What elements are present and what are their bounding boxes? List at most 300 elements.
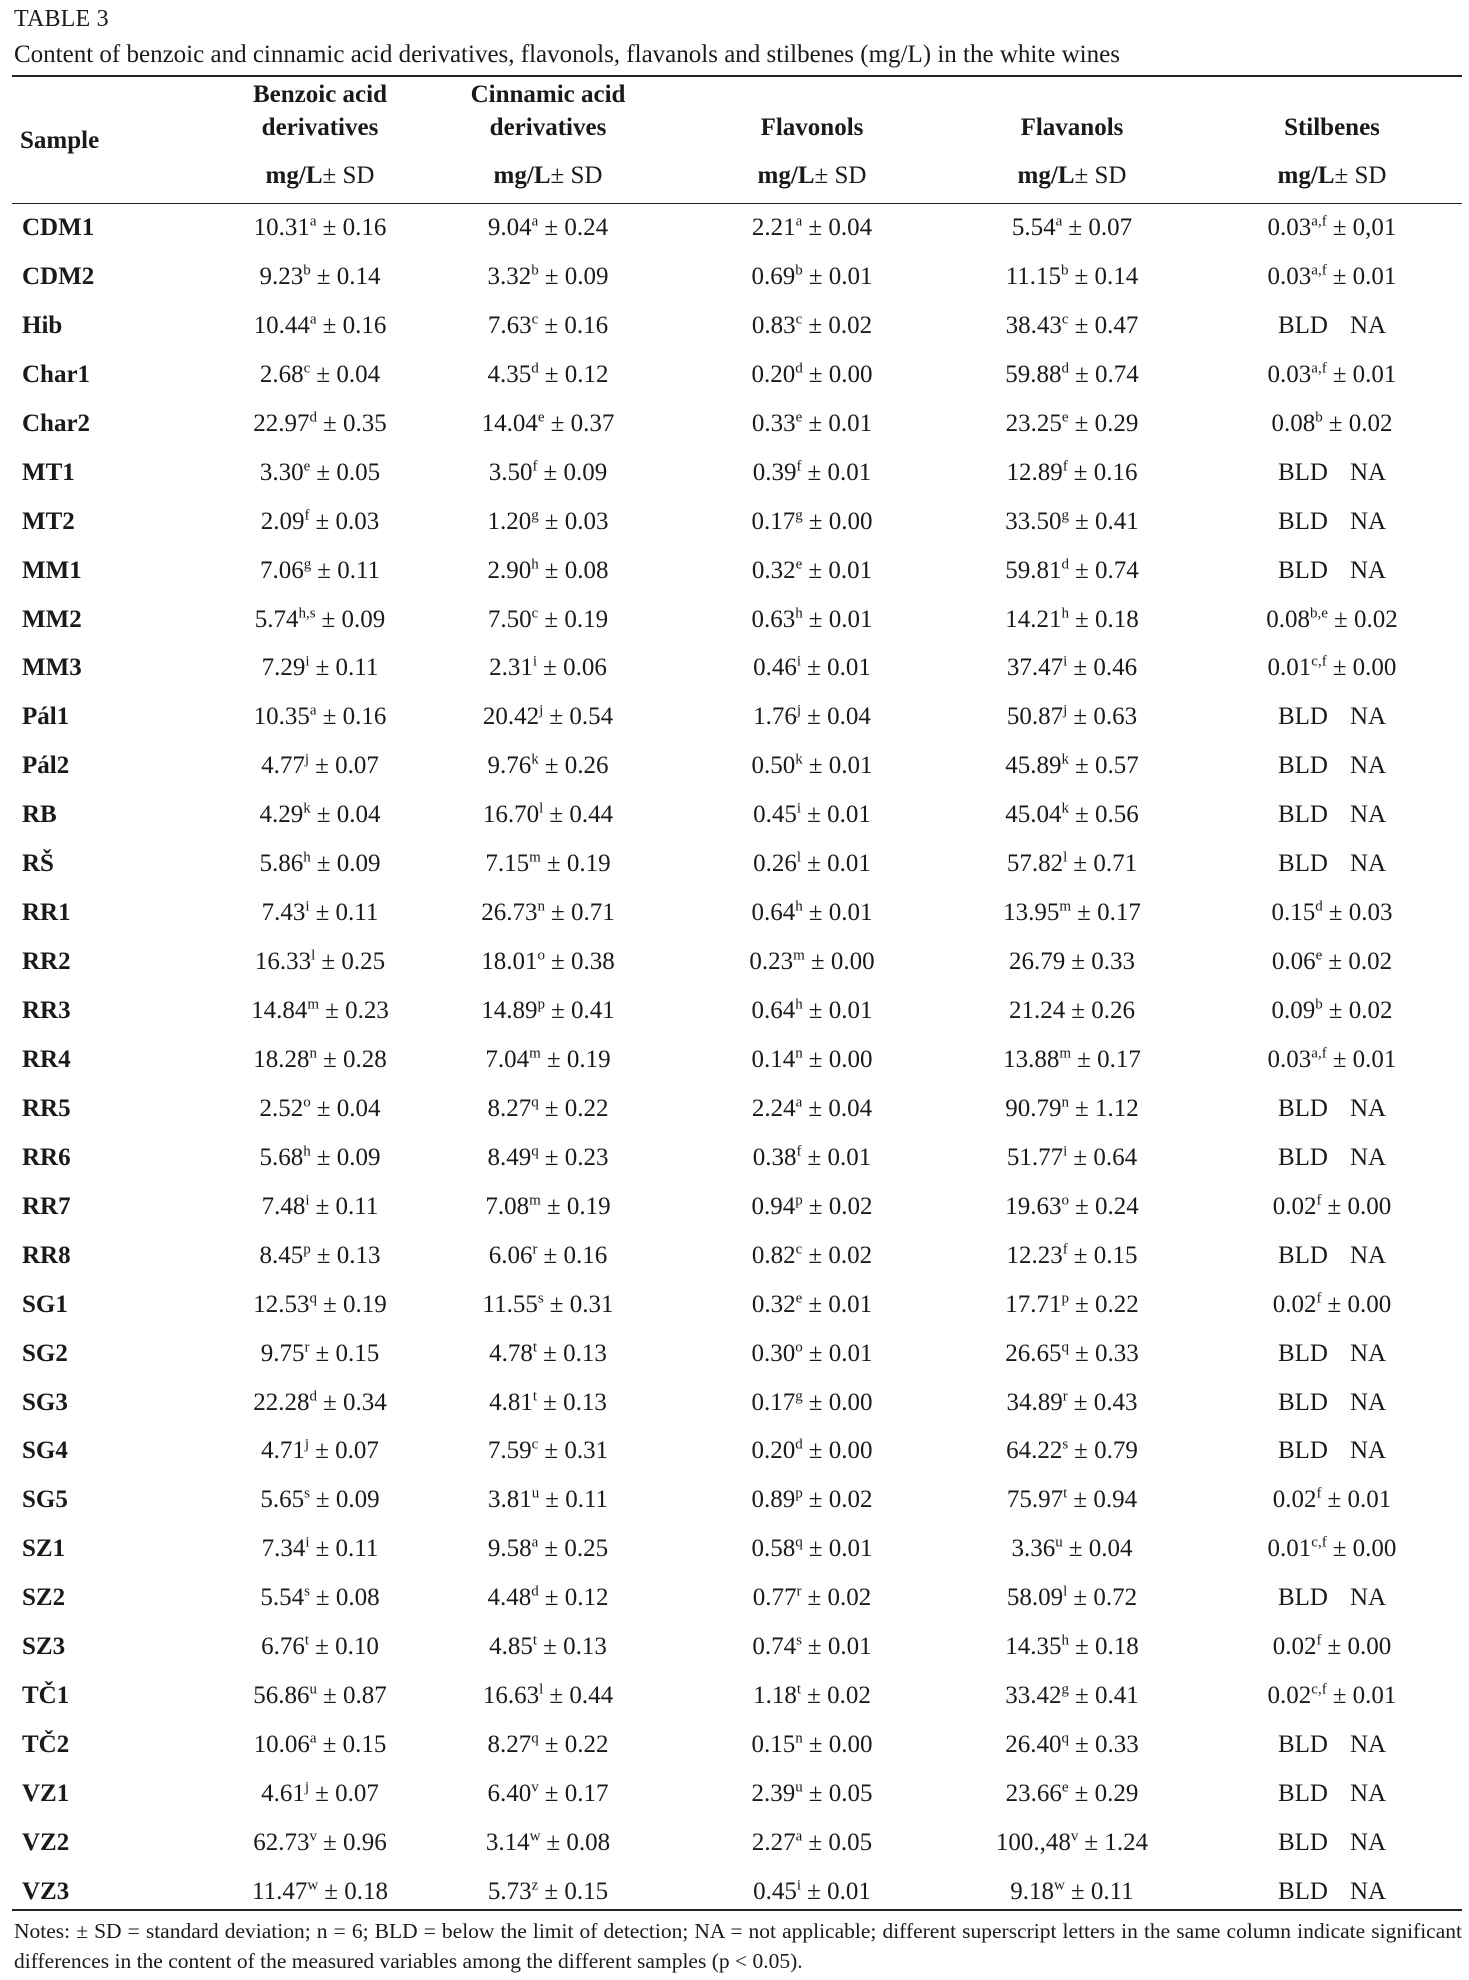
cell-cinnamic [398,798,698,831]
cell-superscript: b [1315,996,1323,1013]
cell-superscript: t [304,1632,310,1649]
cell-sd: ± 0.01 [808,1535,873,1563]
cell-cinnamic [398,1875,698,1908]
cell-sd: ± 0.31 [549,1290,614,1318]
cell-value: 0.77 [752,1584,797,1612]
cell-flavonols [662,847,962,880]
cell-superscript: f [532,458,538,475]
cell-sd: ± 0.41 [1075,507,1139,535]
cell-cinnamic [398,1141,698,1174]
table-row [0,260,1469,309]
cell-value: 17.71 [1005,1290,1062,1318]
cell-sd: ± 0.09 [321,605,386,633]
cell-sd: ± 0.54 [549,703,614,731]
cell-superscript: c [795,1241,803,1258]
cell-value: 0.17 [751,507,796,535]
cell-flavanols [922,309,1222,342]
cell-superscript: h,s [298,605,316,622]
cell-flavanols [922,847,1222,880]
cell-flavonols [662,1092,962,1125]
cell-value: 0.46 [753,654,797,682]
cell-value: 2.21 [751,214,796,241]
cell-superscript: q [531,1094,539,1111]
cell-flavonols [662,749,962,782]
cell-sd: ± 0.08 [546,1828,611,1856]
cell-sd: ± 0.01 [808,262,873,290]
cell-superscript: v [1070,1828,1079,1845]
cell-sd: ± 0.26 [544,752,609,780]
cell-superscript: h [795,605,803,622]
table-row [0,456,1469,505]
cell-superscript: a,f [1311,213,1327,230]
cell-superscript: e [795,1290,803,1307]
cell-superscript: d [795,360,803,377]
cell-value: BLD [1277,703,1328,731]
cell-value: 50.87 [1006,703,1064,731]
cell-sd: ± 0.09 [316,1143,381,1171]
cell-sd: ± 0.10 [315,1633,379,1661]
cell-stilbenes [1182,407,1469,440]
cell-flavanols [922,505,1222,538]
cell-cinnamic [398,603,698,636]
cell-value: 0.38 [752,1143,797,1171]
cell-value: 14.84 [251,997,308,1024]
cell-value: 0.83 [751,311,796,339]
cell-value: 0.03 [1267,360,1312,388]
cell-sd: NA [1349,1877,1387,1905]
cell-superscript: f [1062,1241,1068,1258]
cell-sd: ± 0.19 [546,850,611,878]
table-row [0,1386,1469,1435]
cell-superscript: u [795,1779,803,1796]
cell-sd: ± 0.19 [546,1045,611,1073]
cell-value: 9.18 [1010,1877,1055,1905]
cell-sd: ± 0.01 [808,1290,873,1318]
cell-sd: NA [1349,1437,1387,1465]
cell-flavonols [662,309,962,342]
cell-value: 33.42 [1005,1682,1062,1710]
cell-sd: ± 0.13 [543,1633,607,1661]
cell-sd: ± 0.33 [1075,1339,1139,1367]
cell-superscript: t [532,1388,538,1405]
cell-value: 33.50 [1005,507,1062,535]
cell-value: 0.01 [1267,1535,1312,1563]
cell-flavonols [662,211,962,244]
unit-sd: ± SD [1334,162,1387,189]
table-row [0,847,1469,896]
cell-cinnamic [398,260,698,293]
cell-value: 22.97 [253,409,310,437]
cell-sd: ± 0.02 [808,1192,873,1220]
cell-sd: NA [1349,752,1387,780]
cell-value: 38.43 [1005,311,1062,339]
cell-flavanols [922,1630,1222,1663]
cell-sd: ± 0.04 [808,1094,873,1122]
cell-value: 6.76 [261,1633,305,1661]
cell-flavonols [662,1141,962,1174]
cell-superscript: h [1061,1632,1069,1649]
cell-value: BLD [1277,1877,1328,1905]
cell-value: 0.39 [752,458,797,486]
cell-sd: ± 0.16 [322,311,387,339]
cell-sd: ± 0.35 [323,409,387,437]
cell-superscript: b [1315,409,1323,426]
cell-stilbenes [1182,211,1469,244]
cell-value: 0.14 [751,1045,796,1073]
cell-value: 21.24 [1009,997,1066,1024]
cell-flavonols [662,1728,962,1761]
cell-cinnamic [398,358,698,391]
header-stilbenes: Stilbenes [1284,114,1380,141]
cell-sd: ± 0.24 [544,214,609,241]
cell-sd: ± 0.71 [551,899,615,927]
cell-value: 2.24 [751,1094,796,1122]
cell-value: 3.32 [487,262,532,290]
cell-sd: ± 0.13 [316,1241,381,1269]
table-header-rule [12,203,1462,204]
cell-sample: TČ2 [22,1731,70,1759]
cell-cinnamic [398,309,698,342]
cell-superscript: n [795,1045,803,1062]
cell-value: 0.03 [1267,214,1312,241]
cell-sd: ± 0.01 [807,654,871,682]
cell-value: 13.95 [1003,899,1060,927]
cell-cinnamic [398,1288,698,1321]
cell-flavanols [922,1337,1222,1370]
cell-flavonols [662,456,962,489]
cell-cinnamic [398,1239,698,1272]
cell-value: 3.14 [485,1828,530,1856]
cell-value: 7.29 [261,654,306,682]
cell-flavanols [922,1875,1222,1908]
header-cinnamic-line1: Cinnamic acid [470,81,626,108]
cell-sample: RR8 [22,1241,71,1269]
cell-superscript: n [309,1045,317,1062]
cell-sd: ± 0.00 [808,360,873,388]
cell-value: 0.74 [752,1633,797,1661]
cell-superscript: p [795,1486,803,1503]
cell-superscript: z [531,1877,539,1894]
cell-flavanols [922,1043,1222,1076]
cell-sample: MT1 [22,458,75,486]
cell-superscript: w [1054,1877,1065,1894]
cell-superscript: m [529,1045,541,1062]
cell-value: 13.88 [1003,1045,1060,1073]
cell-superscript: d [309,1388,317,1405]
cell-value: 4.85 [489,1633,533,1661]
cell-superscript: i [305,654,310,671]
cell-flavonols [662,994,962,1027]
cell-value: 7.34 [261,1535,306,1563]
cell-superscript: n [537,898,545,915]
cell-sd: ± 0.18 [1075,1633,1139,1661]
cell-value: 0.02 [1272,1486,1317,1514]
cell-superscript: h [1061,605,1069,622]
cell-sd: ± 0.16 [544,311,609,339]
cell-sample: RR2 [22,948,71,976]
cell-flavonols [662,1386,962,1419]
cell-value: BLD [1277,1094,1328,1122]
table-row [0,1630,1469,1679]
cell-sd: ± 0.01 [807,458,872,486]
cell-superscript: l [539,800,544,817]
cell-flavanols [922,1288,1222,1321]
cell-superscript: r [532,1241,538,1258]
cell-value: 2.90 [487,556,532,584]
cell-sd: ± 0.00 [1327,1633,1392,1661]
cell-sd: ± 0.11 [315,899,379,927]
unit-label: mg/L [493,162,551,189]
cell-superscript: p [1061,1290,1069,1307]
cell-value: 0.26 [753,850,797,878]
cell-sd: ± 0.15 [322,1731,387,1759]
cell-sd: NA [1349,1780,1387,1807]
cell-sample: MT2 [22,507,75,535]
cell-sd: ± 0.15 [1073,1241,1138,1269]
cell-sd: ± 0.00 [1332,654,1397,682]
cell-superscript: o [795,1339,803,1356]
cell-value: 51.77 [1006,1143,1064,1171]
cell-value: 26.65 [1005,1339,1062,1367]
table-row [0,1190,1469,1239]
cell-stilbenes [1182,554,1469,587]
cell-value: 10.44 [253,311,310,339]
cell-sample: VZ3 [22,1877,70,1905]
cell-sd: ± 0.00 [1327,1290,1392,1318]
cell-flavonols [662,1777,962,1810]
cell-value: 8.27 [487,1731,532,1759]
cell-sample: SZ3 [22,1633,66,1661]
cell-cinnamic [398,700,698,733]
cell-value: 0.32 [751,556,796,584]
cell-sd: ± 0.09 [315,1486,380,1514]
cell-superscript: n [795,1730,803,1747]
cell-sd: ± 0.07 [315,752,379,780]
cell-value: 20.42 [482,703,540,731]
cell-value: 0.02 [1272,1633,1317,1661]
cell-value: 59.88 [1005,360,1062,388]
cell-value: 16.63 [482,1682,540,1710]
cell-superscript: a,f [1311,262,1327,279]
cell-superscript: t [532,1632,538,1649]
cell-sd: ± 0.02 [1328,997,1393,1024]
cell-value: 14.04 [481,409,538,437]
cell-value: 1.76 [753,703,797,731]
cell-value: 0.03 [1267,262,1312,290]
cell-value: 64.22 [1006,1437,1063,1465]
cell-flavonols [662,1434,962,1467]
cell-sd: ± 0.12 [544,360,609,388]
cell-sd: ± 0.41 [551,997,615,1024]
cell-flavonols [662,554,962,587]
cell-value: BLD [1277,752,1328,780]
cell-flavanols [922,1483,1222,1516]
table-top-rule [12,75,1462,77]
cell-superscript: m [1059,1045,1072,1062]
cell-sd: ± 0.17 [1077,899,1141,927]
cell-sd: ± 0.01 [1332,1682,1397,1710]
cell-cinnamic [398,1581,698,1614]
cell-value: BLD [1277,1143,1328,1171]
cell-superscript: i [305,898,310,915]
cell-sd: ± 0.23 [544,1143,609,1171]
cell-superscript: e [795,556,803,573]
cell-value: 9.04 [487,214,532,241]
cell-flavanols [922,1190,1222,1223]
cell-value: BLD [1277,1584,1328,1612]
cell-superscript: l [311,947,316,964]
cell-sd: ± 0.44 [549,801,614,829]
cell-value: 10.06 [253,1731,310,1759]
cell-superscript: i [532,654,538,671]
unit-label: mg/L [265,162,323,189]
cell-value: 3.50 [488,458,533,486]
cell-stilbenes [1182,749,1469,782]
cell-superscript: a [309,1730,317,1747]
cell-cinnamic [398,554,698,587]
cell-value: BLD [1277,1780,1328,1807]
table-row [0,1483,1469,1532]
cell-value: 1.18 [753,1682,797,1710]
cell-superscript: a [309,703,317,720]
cell-sd: ± 0.04 [808,214,873,241]
cell-stilbenes [1182,1141,1469,1174]
cell-value: 58.09 [1006,1584,1064,1612]
cell-superscript: a [531,1534,539,1551]
cell-sd: ± 0.05 [316,458,381,486]
cell-value: 5.86 [259,850,304,878]
cell-cinnamic [398,1043,698,1076]
cell-superscript: h [531,556,539,573]
table-row [0,1239,1469,1288]
cell-value: 23.25 [1005,409,1062,437]
cell-sd: ± 0.41 [1075,1682,1139,1710]
cell-sd: ± 0.79 [1074,1437,1138,1465]
cell-superscript: g [795,507,803,524]
table-row [0,1043,1469,1092]
cell-sd: ± 0.38 [551,948,615,976]
cell-value: 7.43 [261,899,306,927]
cell-value: BLD [1277,1241,1328,1269]
cell-superscript: e [1315,947,1323,964]
table-bottom-rule [12,1909,1462,1911]
cell-value: 45.89 [1005,752,1062,780]
cell-sd: ± 0.00 [1332,1535,1397,1563]
cell-sd: ± 0.15 [544,1877,609,1905]
cell-superscript: j [796,703,802,720]
cell-value: 3.36 [1011,1535,1056,1563]
cell-superscript: r [1062,1388,1068,1405]
cell-superscript: a [531,213,539,230]
cell-value: 3.30 [259,458,304,486]
cell-value: 5.74 [254,605,299,633]
cell-stilbenes [1182,1483,1469,1516]
cell-superscript: i [796,654,802,671]
cell-value: 8.27 [487,1094,532,1122]
cell-sd: ± 0.07 [1068,214,1133,241]
cell-sd: ± 0.09 [543,458,608,486]
table-row [0,1141,1469,1190]
cell-sd: ± 0.04 [316,801,381,829]
cell-superscript: q [1061,1730,1069,1747]
table-row [0,896,1469,945]
cell-value: 2.27 [751,1828,796,1856]
cell-value: 4.71 [261,1437,305,1465]
cell-superscript: c [303,360,311,377]
cell-superscript: e [537,409,545,426]
cell-flavonols [662,358,962,391]
cell-flavanols [922,1434,1222,1467]
cell-sample: SG3 [22,1388,68,1416]
cell-superscript: m [793,947,805,964]
cell-flavonols [662,945,962,978]
cell-sd: ± 0.56 [1075,801,1139,829]
cell-sd: NA [1349,1339,1387,1367]
cell-superscript: f [1316,1290,1322,1307]
cell-sd: ± 0.09 [544,262,609,290]
cell-sd: ± 0.03 [1328,899,1393,927]
table-row [0,407,1469,456]
cell-sd: ± 0.16 [322,703,387,731]
cell-value: 0.45 [753,801,797,829]
cell-cinnamic [398,1190,698,1223]
cell-superscript: q [1061,1339,1069,1356]
cell-flavanols [922,1581,1222,1614]
table-label: TABLE 3 [14,6,109,32]
cell-cinnamic [398,456,698,489]
header-flavanols: Flavanols [1020,114,1124,141]
cell-flavanols [922,896,1222,929]
cell-sd: ± 0.16 [543,1241,608,1269]
cell-value: BLD [1277,801,1328,829]
cell-flavonols [662,700,962,733]
cell-value: 4.78 [489,1339,533,1367]
cell-superscript: a [1055,213,1063,230]
cell-cinnamic [398,1630,698,1663]
cell-sd: NA [1349,703,1387,731]
cell-flavanols [922,651,1222,684]
cell-sample: RŠ [22,850,54,878]
cell-superscript: d [1061,360,1069,377]
cell-value: 23.66 [1005,1780,1062,1807]
cell-value: 4.77 [261,752,305,780]
cell-sd: ± 0.01 [1332,262,1397,290]
cell-stilbenes [1182,1581,1469,1614]
cell-value: BLD [1277,311,1328,339]
cell-value: 57.82 [1006,850,1064,878]
cell-flavonols [662,896,962,929]
cell-superscript: c [1061,311,1069,328]
cell-sd: ± 0.18 [324,1877,388,1905]
cell-sd: ± 0.07 [315,1437,379,1465]
cell-value: 9.75 [260,1339,305,1367]
cell-sample: RB [22,801,57,829]
cell-value: 7.63 [487,311,532,339]
cell-superscript: m [529,849,541,866]
cell-superscript: f [1316,1192,1322,1209]
cell-superscript: a [795,1094,803,1111]
cell-sd: ± 0.09 [316,850,381,878]
table-row [0,651,1469,700]
cell-superscript: c,f [1311,654,1327,671]
cell-flavonols [662,1679,962,1712]
cell-sd: ± 0.74 [1075,556,1139,584]
cell-superscript: r [796,1583,802,1600]
cell-flavanols [922,1532,1222,1565]
cell-sd: ± 0.02 [1328,409,1393,437]
cell-flavonols [662,798,962,831]
cell-superscript: l [796,849,802,866]
